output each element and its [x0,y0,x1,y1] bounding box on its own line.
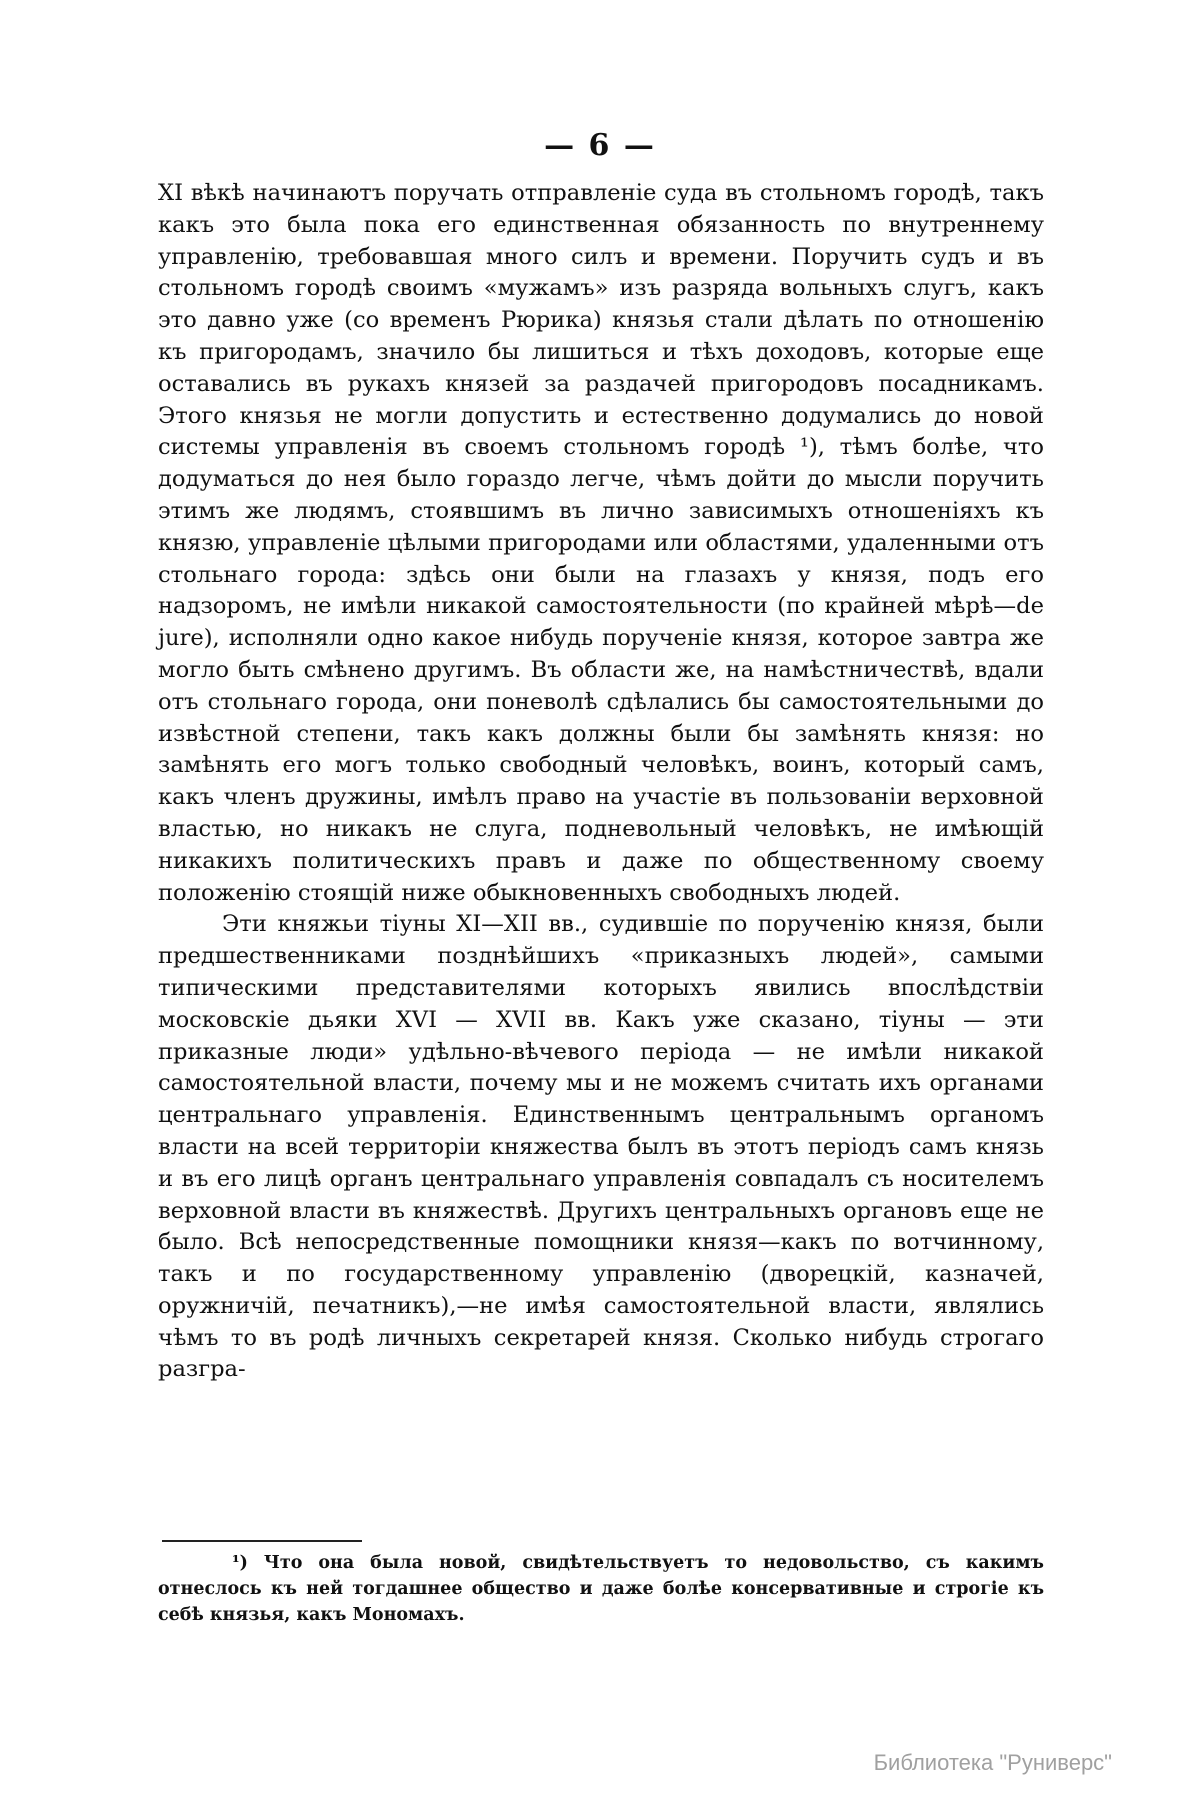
footnote: ¹) Что она была новой, свидѣтельствуетъ то недовольство, съ какимъ отнеслось къ ней тогдашнее общество и даже болѣе консервативные и строгіе къ себѣ князья, какъ Мономахъ. [158,1553,1044,1625]
paragraph-2: Эти княжьи тіуны XI—XII вв., судившіе по порученію князя, были предшественниками позднѣйшихъ «приказныхъ людей», самыми типическими представителями которыхъ явились впослѣдствіи московскіе дьяки XVI — XVII вв. Какъ уже сказано, тіуны — эти приказные люди» удѣльно-вѣчевого періода — не имѣли никакой самостоятельной власти, почему мы и не можемъ считать ихъ органами центральнаго управленія. Единственнымъ центральнымъ органомъ власти на всей территоріи княжества былъ въ этотъ періодъ самъ князь и въ его лицѣ органъ центральнаго управленія совпадалъ съ носителемъ верховной власти въ княжествѣ. Другихъ центральныхъ органовъ еще не было. Всѣ непосредственные помощники князя—какъ по вотчинному, такъ и по государственному управленію (дворецкій, казначей, оружничій, печатникъ),—не имѣя самостоятельной власти, являлись чѣмъ то въ родѣ личныхъ секретарей князя. Сколько нибудь строгаго разгра- [158,911,1044,1383]
paragraph-1: XI вѣкѣ начинаютъ поручать отправленіе суда въ стольномъ городѣ, такъ какъ это была пока его единственная обязанность по внутреннему управленію, требовавшая много силъ и времени. Поручить судъ и въ стольномъ городѣ своимъ «мужамъ» изъ разряда вольныхъ слугъ, какъ это давно уже (со временъ Рюрика) князья стали дѣлать по отношенію къ пригородамъ, значило бы лишиться и тѣхъ доходовъ, которые еще оставались въ рукахъ князей за раздачей пригородовъ посадникамъ. Этого князья не могли допустить и естественно додумались до новой системы управленія въ своемъ стольномъ городѣ ¹), тѣмъ болѣе, что додуматься до нея было гораздо легче, чѣмъ дойти до мысли поручить этимъ же людямъ, стоявшимъ въ лично зависимыхъ отношеніяхъ къ князю, управленіе цѣлыми пригородами или областями, удаленными отъ стольнаго города: здѣсь они были на глазахъ у князя, подъ его надзоромъ, не имѣли никакой самостоятельности (по крайней мѣрѣ—de jure), исполняли одно какое нибудь порученіе князя, которое завтра же могло быть смѣнено другимъ. Въ области же, на намѣстничествѣ, вдали отъ стольнаго города, они поневолѣ сдѣлались бы самостоятельными до извѣстной степени, такъ какъ должны были бы замѣнять князя: но замѣнять его могъ только свободный человѣкъ, воинъ, который самъ, какъ членъ дружины, имѣлъ право на участіе въ пользованіи верховной властью, но никакъ не слуга, подневольный человѣкъ, не имѣющій никакихъ политическихъ правъ и даже по общественному своему положенію стоящій ниже обыкновенныхъ свободныхъ людей. [158,180,1044,906]
page-number: — 6 — [544,128,656,163]
footnote-divider [162,1540,362,1542]
body-text [158,178,1044,1386]
library-watermark: Библиотека "Руниверс" [873,1750,1112,1775]
